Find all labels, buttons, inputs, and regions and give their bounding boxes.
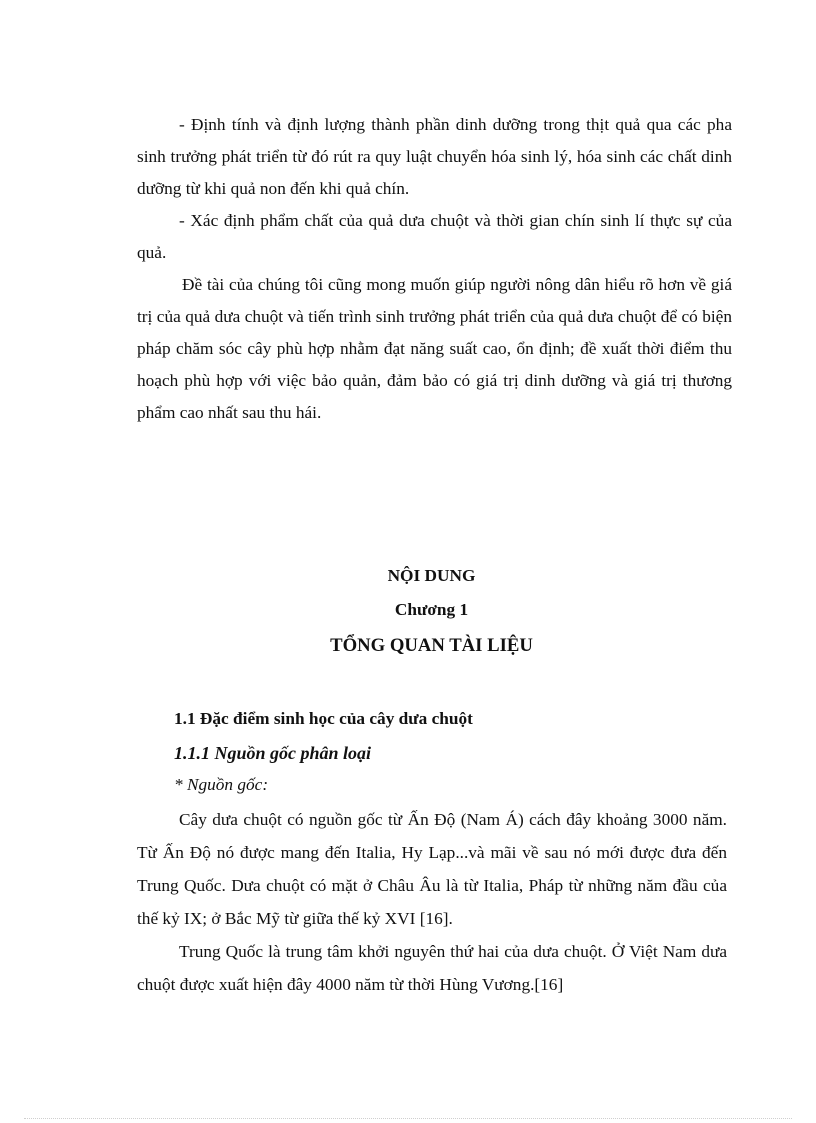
intro-paragraph-1: - Định tính và định lượng thành phần dinh dưỡng trong thịt quả qua các pha sinh trưởng phát triển từ đó rút ra quy luật chuyển hóa sinh lý, hóa sinh các chất dinh dưỡng từ khi quả non đến khi quả chín. — [137, 115, 732, 198]
intro-paragraph-2: - Xác định phẩm chất của quả dưa chuột và thời gian chín sinh lí thực sự của quả. — [137, 211, 732, 262]
section-heading: 1.1 Đặc điểm sinh học của cây dưa chuột — [174, 709, 473, 728]
part-heading: NỘI DUNG — [387, 566, 476, 585]
origin-paragraph-1: Cây dưa chuột có nguồn gốc từ Ấn Độ (Nam Á) cách đây khoảng 3000 năm. Từ Ấn Độ nó được mang đến Italia, Hy Lạp...và mãi về sau nó mới được đưa đến Trung Quốc. Dưa chuột có mặt ở Châu Âu là từ Italia, Pháp từ những năm đầu của thế kỷ IX; ở Bắc Mỹ từ giữa thế kỷ XVI [16]. — [137, 810, 727, 928]
subsection-heading: 1.1.1 Nguồn gốc phân loại — [174, 743, 372, 763]
origin-label: * Nguồn gốc: — [174, 775, 269, 794]
chapter-title: TỔNG QUAN TÀI LIỆU — [330, 635, 533, 656]
intro-paragraph-3: Đề tài của chúng tôi cũng mong muốn giúp người nông dân hiểu rõ hơn về giá trị của quả dưa chuột và tiến trình sinh trưởng phát triển của quả dưa chuột để có biện pháp chăm sóc cây phù hợp nhằm đạt năng suất cao, ổn định; đề xuất thời điểm thu hoạch phù hợp với việc bảo quản, đảm bảo có giá trị dinh dưỡng và giá trị thương phẩm cao nhất sau thu hái. — [137, 275, 732, 422]
chapter-heading: Chương 1 — [394, 600, 469, 619]
origin-paragraph-2: Trung Quốc là trung tâm khởi nguyên thứ hai của dưa chuột. Ở Việt Nam dưa chuột được xuất hiện đây 4000 năm từ thời Hùng Vương.[16] — [137, 942, 727, 994]
page-bottom-divider — [24, 1118, 792, 1119]
